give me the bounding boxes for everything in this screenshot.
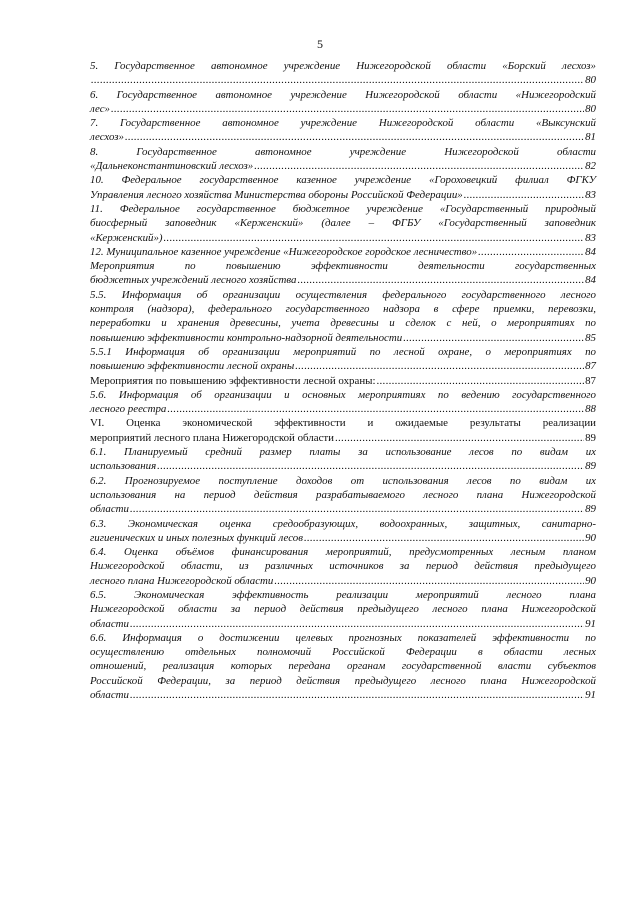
toc-entry-line: 8. Государственное автономное учреждение Нижегородской области — [90, 145, 596, 158]
toc-entry-last-line — [90, 459, 596, 473]
toc-entry[interactable] — [90, 588, 596, 631]
toc-entry[interactable] — [90, 245, 596, 259]
toc-entry-line: Нижегородской области, из различных источников за период действия предыдущего — [90, 560, 596, 573]
toc-entry-title-tail: «Керженский») — [90, 231, 163, 244]
toc-entry-line: Мероприятия по повышению эффективности деятельности государственных — [90, 260, 596, 273]
toc-entry-line: 6.6. Информация о достижении целевых прогнозных показателей эффективности по — [90, 631, 596, 644]
toc-entry-line: 6. Государственное автономное учреждение Нижегородской области «Нижегородский — [90, 88, 596, 101]
toc-entry-last-line — [90, 502, 596, 516]
dot-leader — [164, 231, 585, 245]
toc-entry-last-line — [90, 188, 596, 202]
toc-entry-last-line — [90, 73, 596, 87]
toc-entry[interactable] — [90, 445, 596, 474]
toc-entry-line: переработки и хранения древесины, учета древесины и сделок с ней, о мероприятиях по — [90, 317, 596, 330]
toc-entry-title-tail: использования — [90, 460, 157, 473]
toc-entry-title-tail: Управления лесного хозяйства Министерства обороны Российской Федерации» — [90, 188, 463, 201]
toc-entry-line: 11. Федеральное государственное бюджетное учреждение «Государственный природный — [90, 202, 596, 215]
dot-leader — [157, 459, 584, 473]
dot-leader — [403, 331, 584, 345]
toc-entry-last-line — [90, 688, 596, 702]
toc-entry-line: контроля (надзора), федерального государственного надзора в сфере приемки, перевозки, — [90, 303, 596, 316]
toc-entry-last-line — [90, 102, 596, 116]
dot-leader — [295, 359, 584, 373]
toc-entry-line: 10. Федеральное государственное казенное учреждение «Гороховецкий филиал ФГКУ — [90, 174, 596, 187]
dot-leader — [304, 531, 584, 545]
toc-entry-line: Нижегородской области за период действия предыдущего лесного плана Нижегородской — [90, 603, 596, 616]
toc-entry-title-tail: лесного плана Нижегородской области — [90, 574, 274, 587]
toc-entry-last-line — [90, 374, 596, 388]
toc-entry-line: 6.2. Прогнозируемое поступление доходов от использования лесов по видам их — [90, 474, 596, 487]
dot-leader — [274, 574, 584, 588]
page-number: 5 — [317, 37, 323, 51]
toc-entry-page-number: 81 — [585, 131, 596, 144]
dot-leader — [478, 245, 584, 259]
dot-leader — [297, 273, 584, 287]
toc-entry-last-line — [90, 331, 596, 345]
toc-entry-line: 6.4. Оценка объёмов финансирования мероприятий, предусмотренных лесным планом — [90, 546, 596, 559]
toc-entry-title-tail: Мероприятия по повышению эффективности лесной охраны: — [90, 374, 376, 387]
toc-entry-page-number: 89 — [585, 503, 596, 516]
toc-entry-page-number: 91 — [585, 689, 596, 702]
table-of-contents — [90, 59, 596, 702]
toc-entry[interactable] — [90, 374, 596, 388]
toc-entry-title-tail: лесного реестра — [90, 403, 167, 416]
toc-entry-line: VI. Оценка экономической эффективности и ожидаемые результаты реализации — [90, 417, 596, 430]
toc-entry-title-tail: области — [90, 617, 129, 630]
toc-entry-title-tail: «Дальнеконстантиновский лесхоз» — [90, 160, 254, 173]
toc-entry-title-tail: лесхоз» — [90, 131, 124, 144]
toc-entry-page-number: 90 — [585, 574, 596, 587]
dot-leader — [130, 688, 584, 702]
toc-entry[interactable] — [90, 259, 596, 288]
toc-entry-line: отношений, реализация которых передана органам государственной власти субъектов — [90, 660, 596, 673]
toc-entry-line: 6.1. Планируемый средний размер платы за использование лесов по видам их — [90, 446, 596, 459]
toc-entry-line: 5.5. Информация об организации осуществления федерального государственного лесного — [90, 288, 596, 301]
toc-entry-title-tail: мероприятий лесного плана Нижегородской области — [90, 431, 334, 444]
toc-entry-page-number: 80 — [585, 74, 596, 87]
toc-entry-page-number: 87 — [585, 374, 596, 387]
toc-entry-page-number: 90 — [585, 531, 596, 544]
toc-entry-line: 5.5.1 Информация об организации мероприятий по лесной охране, о мероприятиях по — [90, 345, 596, 358]
toc-entry-page-number: 89 — [585, 431, 596, 444]
toc-entry-title-tail: 12. Муниципальное казенное учреждение «Нижегородское городское лесничество» — [90, 245, 478, 258]
toc-entry-line: 6.3. Экономическая оценка средообразующих, водоохранных, защитных, санитарно- — [90, 517, 596, 530]
toc-entry-last-line — [90, 231, 596, 245]
toc-entry-last-line — [90, 531, 596, 545]
toc-entry-last-line — [90, 159, 596, 173]
toc-entry-page-number: 84 — [585, 245, 596, 258]
toc-entry[interactable] — [90, 288, 596, 345]
toc-entry-title-tail: гигиенических и иных полезных функций лесов — [90, 531, 303, 544]
toc-entry-title-tail: области — [90, 689, 129, 702]
toc-entry-page-number: 84 — [585, 274, 596, 287]
toc-entry-line: 7. Государственное автономное учреждение Нижегородской области «Выксунский — [90, 117, 596, 130]
dot-leader — [130, 502, 584, 516]
toc-entry[interactable] — [90, 474, 596, 517]
toc-entry-last-line — [90, 431, 596, 445]
toc-entry[interactable] — [90, 202, 596, 245]
toc-entry-line: биосферный заповедник «Керженский» (далее – ФГБУ «Государственный заповедник — [90, 217, 596, 230]
toc-entry-last-line — [90, 359, 596, 373]
toc-entry[interactable] — [90, 517, 596, 546]
dot-leader — [254, 159, 584, 173]
dot-leader — [377, 374, 585, 388]
toc-entry-page-number: 88 — [585, 403, 596, 416]
toc-entry-line: использования на период действия разрабатываемого лесного плана Нижегородской — [90, 488, 596, 501]
toc-entry-last-line — [90, 574, 596, 588]
toc-entry[interactable] — [90, 388, 596, 417]
toc-entry[interactable] — [90, 173, 596, 202]
toc-entry[interactable] — [90, 545, 596, 588]
toc-entry-last-line — [90, 617, 596, 631]
toc-entry-page-number: 83 — [585, 231, 596, 244]
toc-entry[interactable] — [90, 631, 596, 702]
toc-entry-last-line — [90, 130, 596, 144]
dot-leader — [111, 102, 584, 116]
toc-entry[interactable] — [90, 145, 596, 174]
toc-entry-line: 5. Государственное автономное учреждение Нижегородской области «Борский лесхоз» — [90, 60, 596, 72]
toc-entry-line: 5.6. Информация об организации и основных мероприятиях по ведению государственного — [90, 388, 596, 401]
dot-leader — [167, 402, 584, 416]
toc-entry-line: 6.5. Экономическая эффективность реализации мероприятий лесного плана — [90, 588, 596, 601]
dot-leader — [125, 130, 584, 144]
toc-entry[interactable] — [90, 116, 596, 145]
toc-entry-page-number: 89 — [585, 460, 596, 473]
dot-leader — [130, 617, 584, 631]
dot-leader — [91, 73, 584, 87]
dot-leader — [335, 431, 584, 445]
toc-entry-title-tail: лес» — [90, 102, 110, 115]
toc-entry[interactable] — [90, 59, 596, 88]
toc-entry-title-tail: повышению эффективности лесной охраны — [90, 360, 295, 373]
toc-entry-page-number: 85 — [585, 331, 596, 344]
toc-entry-page-number: 87 — [585, 360, 596, 373]
toc-entry-title-tail: повышению эффективности контрольно-надзорной деятельности — [90, 331, 403, 344]
dot-leader — [464, 188, 584, 202]
toc-entry-title-tail: бюджетных учреждений лесного хозяйства — [90, 274, 297, 287]
toc-entry-last-line — [90, 273, 596, 287]
toc-entry[interactable] — [90, 88, 596, 117]
toc-entry-line: осуществлению отдельных полномочий Российской Федерации в области лесных — [90, 646, 596, 659]
toc-entry-page-number: 83 — [585, 188, 596, 201]
toc-entry-line: Российской Федерации, за период действия предыдущего лесного плана Нижегородской — [90, 674, 596, 687]
toc-entry-page-number: 80 — [585, 102, 596, 115]
toc-entry-page-number: 91 — [585, 617, 596, 630]
toc-entry-last-line — [90, 245, 596, 259]
toc-entry-title-tail: области — [90, 503, 129, 516]
toc-entry[interactable] — [90, 416, 596, 445]
toc-entry-page-number: 82 — [585, 160, 596, 173]
toc-entry[interactable] — [90, 345, 596, 374]
toc-entry-last-line — [90, 402, 596, 416]
